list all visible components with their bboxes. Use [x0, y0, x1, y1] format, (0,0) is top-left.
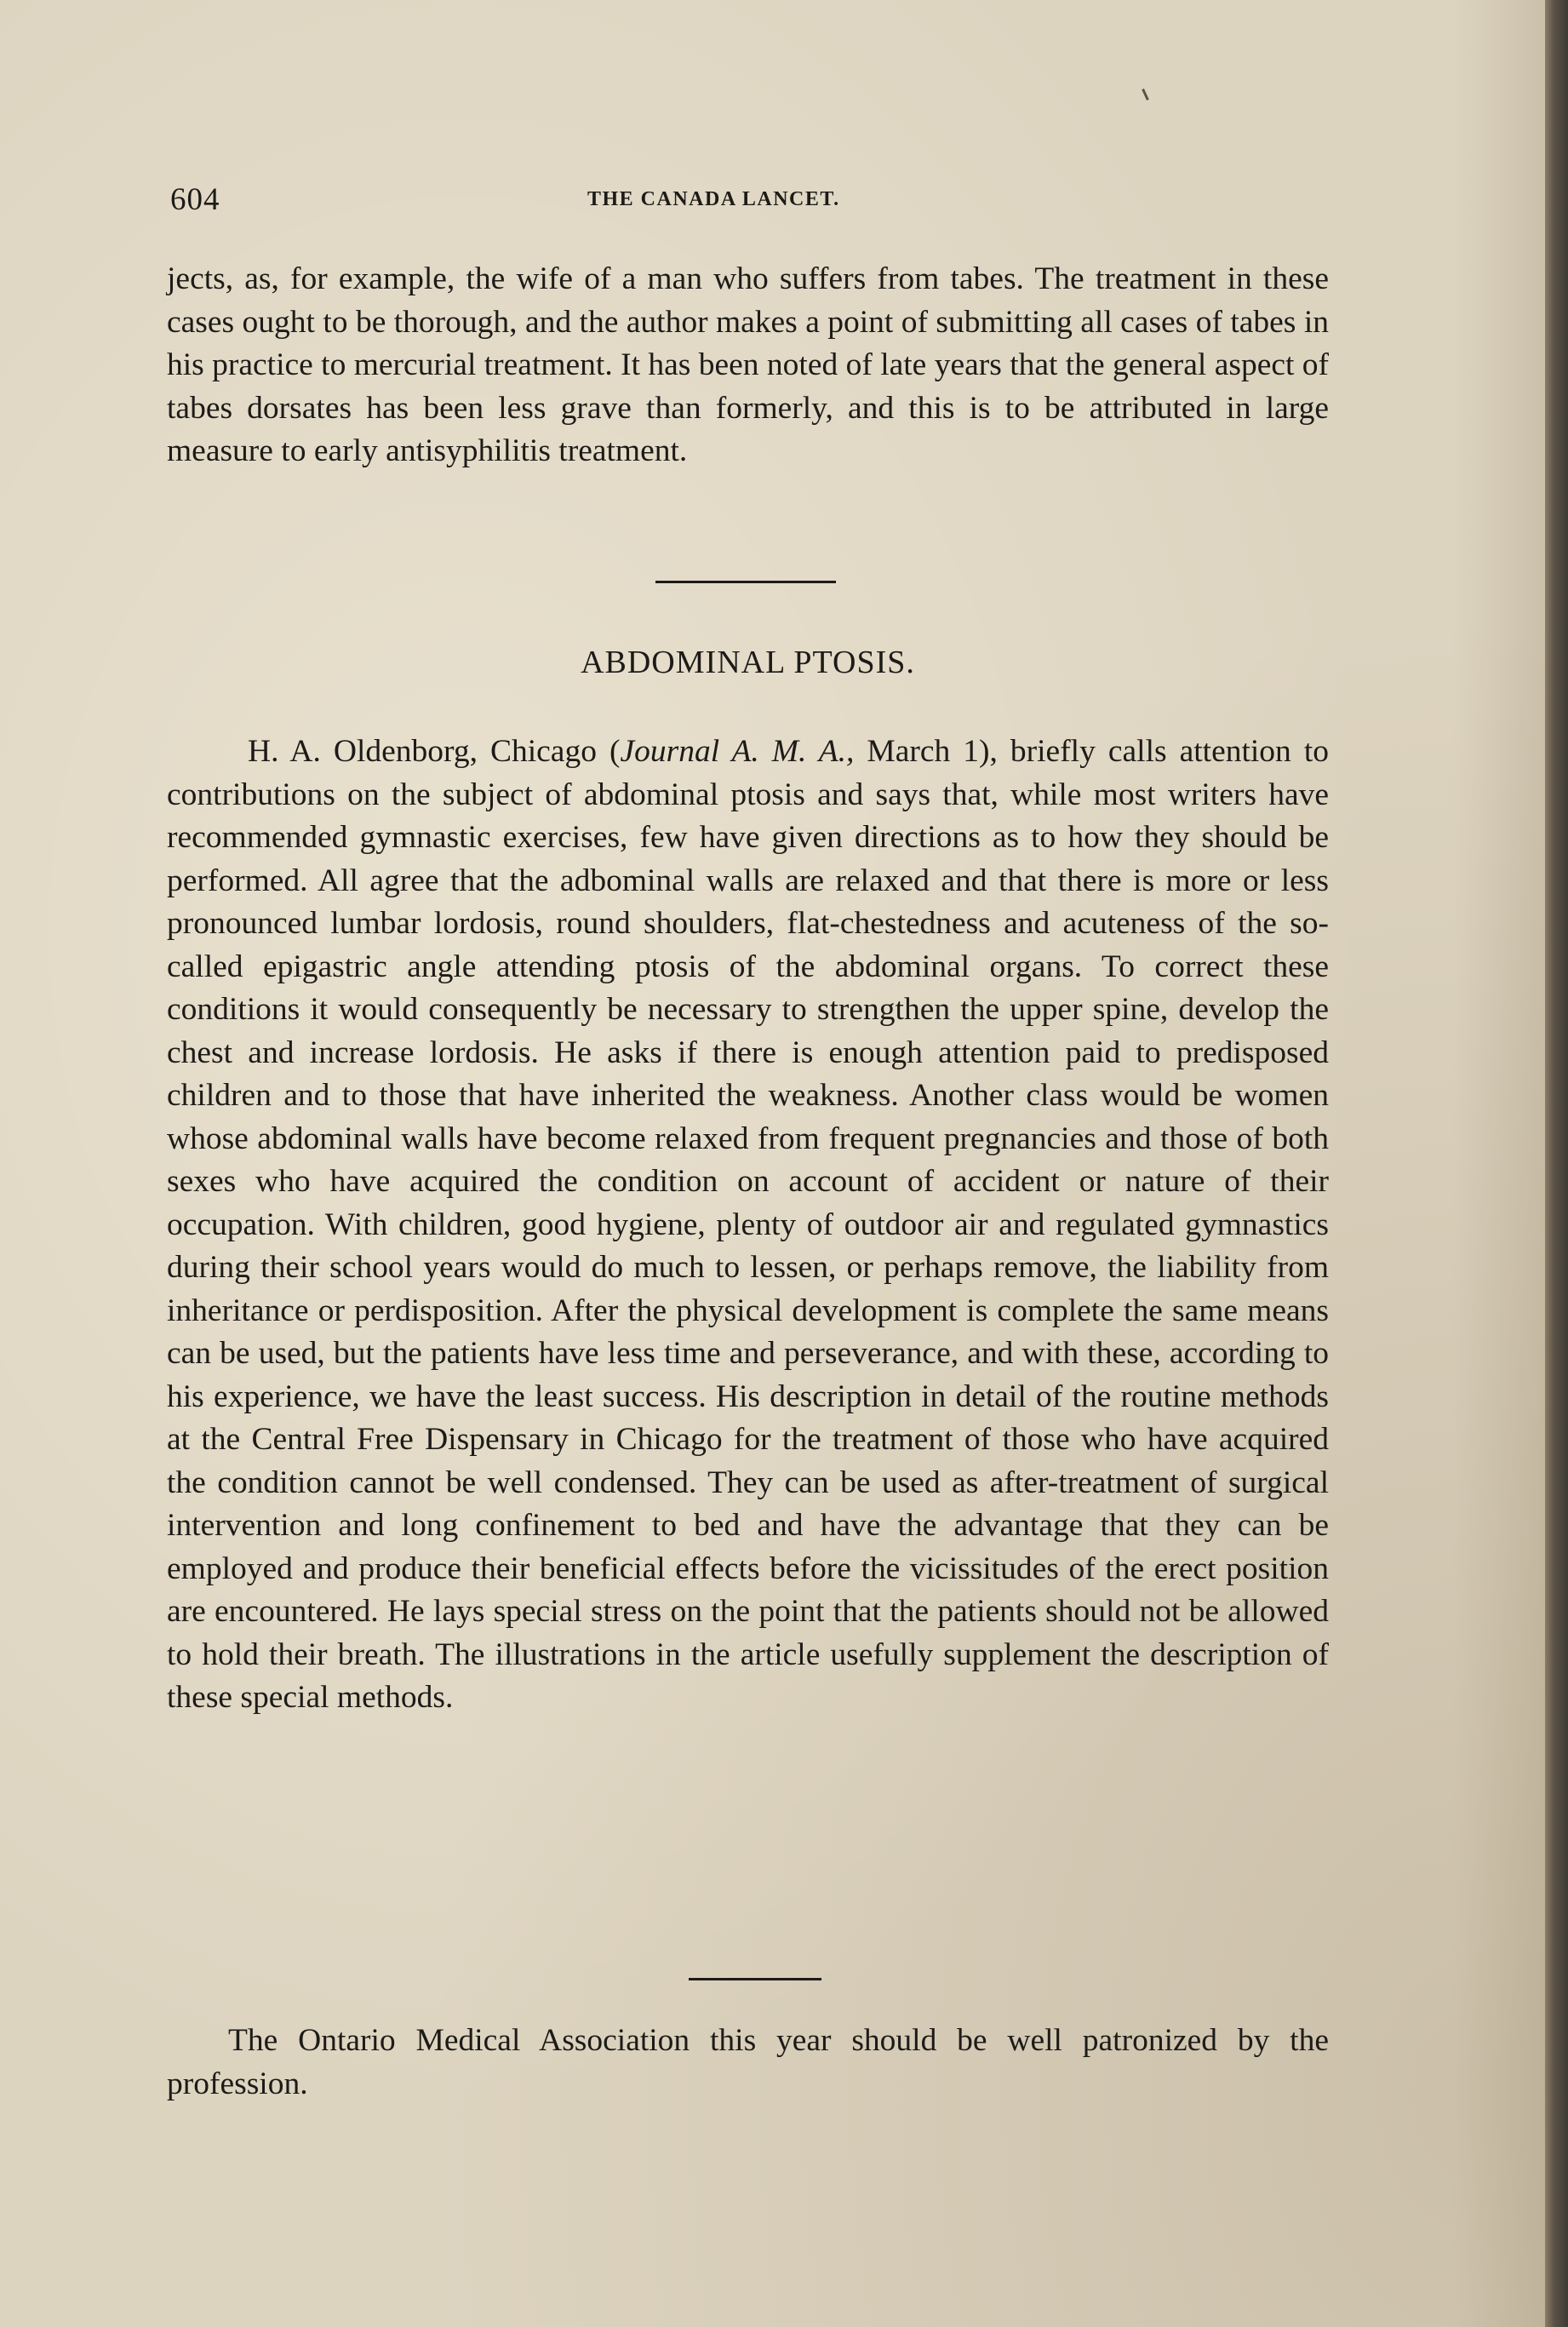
page-number: 604 — [170, 182, 220, 217]
closing-paragraph: The Ontario Medical Association this year should be well patronized by the profession. — [167, 2023, 1329, 2101]
closing-divider — [689, 1978, 821, 1980]
page-header — [170, 181, 1319, 224]
journal-title: Journal A. M. A., — [620, 734, 855, 769]
page-edge — [1545, 0, 1568, 2327]
main-paragraph-start: H. A. Oldenborg, Chicago ( — [248, 734, 621, 769]
continuation-paragraph: jects, as, for example, the wife of a man who suffers from tabes. The treatment in these cases ought to be thorough, and the author makes a point of submitting all cases of tabes in his practice to mercurial treatment. It has been noted of late years that the general aspect of tabes dorsates has been less grave than formerly, and this is to be attributed in large measure to early antisyphilitis treatment. — [167, 261, 1330, 468]
main-paragraph — [167, 731, 1329, 1720]
margin-mark — [1142, 89, 1149, 100]
section-title: ABDOMINAL PTOSIS. — [581, 645, 915, 680]
section-divider — [655, 581, 836, 583]
running-head: THE CANADA LANCET. — [587, 188, 840, 210]
main-paragraph-body: March 1), briefly calls attention to contributions on the subject of abdominal ptosis and says that, while most writers have recommended gymnastic exercises, few have given directions as to how they should be performed. All agree that the adbominal walls are relaxed and that there is more or less pronounced lumbar lordosis, round shoulders, flat-chestedness and acuteness of the so-called epigastric angle attending ptosis of the abdominal organs. To correct these conditions it would consequently be necessary to strengthen the upper spine, develop the chest and increase lordosis. He asks if there is enough attention paid to predisposed children and to those that have inherited the weakness. Another class would be women whose abdominal walls have become relaxed from frequent pregnancies and those of both sexes who have acquired the condition on account of accident or nature of their occupation. With children, good hygiene, plenty of outdoor air and regulated gymnastics during their school years would do much to lessen, or perhaps remove, the liability from inheritance or perdisposition. After the physical development is complete the same means can be used, but the patients have less time and perseverance, and with these, according to his experience, we have the least success. His description in detail of the routine methods at the Central Free Dispensary in Chicago for the treatment of those who have acquired the condition cannot be well condensed. They can be used as after-treatment of surgical intervention and long confinement to bed and have the advantage that they can be employed and produce their beneficial effects before the vicissitudes of the erect position are encountered. He lays special stress on the point that the patients should not be allowed to hold their breath. The illustrations in the article usefully supplement the description of these special methods. — [167, 734, 1329, 1715]
